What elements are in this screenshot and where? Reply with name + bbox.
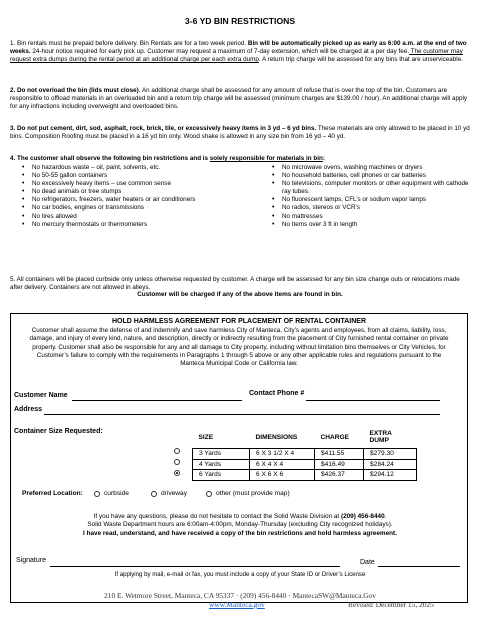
location-option-driveway: driveway — [161, 490, 188, 497]
website-link[interactable]: www.Manteca.gov — [209, 600, 265, 609]
location-option-curbside: curbside — [104, 490, 129, 497]
table-header: EXTRA DUMP — [369, 430, 392, 444]
list-item: • No radios, stereos or VCR’s — [270, 204, 470, 212]
contact-phone-label: Contact Phone # — [249, 390, 305, 397]
size-radio-6yd[interactable] — [174, 470, 180, 476]
list-item: • No 50-55 gallon containers — [20, 172, 230, 180]
address-field[interactable] — [44, 414, 440, 415]
agreement-title: HOLD HARMLESS AGREEMENT FOR PLACEMENT OF RENTAL CONTAINER — [111, 318, 367, 325]
list-item: • No hazardous waste – oil, paint, solvents, etc. — [20, 164, 230, 172]
table-header: CHARGE — [320, 433, 350, 441]
list-item: • No Items over 3 ft in length — [270, 221, 470, 229]
list-item: • No mattresses — [270, 213, 470, 221]
size-radio-3yd[interactable] — [174, 448, 180, 454]
signature-field[interactable] — [50, 566, 340, 567]
table-row: 4 Yards 6 X 4 X 4 $416.49 $284.24 — [193, 459, 417, 470]
location-radio-curbside[interactable] — [94, 491, 100, 497]
rule-5: 5. All containers will be placed curbside only unless otherwise requested by customer. A charge will be assessed for any bin size change outs or relocations made after delivery. Containers are not allowed in alleys. — [10, 276, 460, 292]
fee-warning: Customer will be charged if any of the above items are found in bin. — [137, 291, 343, 298]
container-size-table — [192, 430, 417, 481]
date-field[interactable] — [378, 566, 460, 567]
list-item: • No car bodies, engines or transmissions — [20, 204, 230, 212]
table-header: DIMENSIONS — [255, 433, 298, 441]
list-item: • No mercury thermostats or thermometers — [20, 221, 230, 229]
rule-3: 3. Do not put cement, dirt, sod, asphalt, rock, brick, tile, or excessively heavy items in 3 yd – 6 yd bins. These materials are only allowed to be placed in 10 yd bins. Composition Roofing must be placed in a 16 yd bin only. Wood shake is allowed in any size bin from 16 yd – 40 yd. — [10, 125, 470, 141]
footer-address: 210 E. Wetmore Street, Manteca, CA 95337 · (209) 456-8440 · MantecaSW@Manteca.Gov — [104, 591, 376, 600]
page-title: 3-6 YD BIN RESTRICTIONS — [184, 16, 296, 26]
revision-date: Revised: December 15, 2025 — [348, 600, 434, 609]
container-size-label: Container Size Requested: — [14, 428, 103, 435]
agreement-text: Customer shall assume the defense of and indemnify and save harmless City of Manteca, City’s agents and employees, from all claims, liability, loss, damage, and injury of every kind, nature, and description, directly or indirectly resulting from the placement of City furnished rental container on private property. Customer shall also be responsible for any and all damage to City property, including without limitation bins themselves or City Vehicles, for Customer’s failure to comply with the requirements in Paragraphs 1 through 5 above or any other applicable rules and regulations pursuant to the Manteca Municipal Code or California law. — [29, 327, 449, 368]
restrictions-left-list — [20, 164, 230, 229]
list-item: • No household batteries, cell phones or car batteries — [270, 172, 470, 180]
rule-2: 2. Do not overload the bin (lids must close). An additional charge shall be assessed for any amount of refuse that is over the top of the bin. Customers are responsible to offload materials in an overloaded bin and a return trip charge will be assessed (minimum charges are $139.00 / hour). An additional charge will apply for any infractions including overweight and overloaded bins. — [10, 87, 468, 111]
list-item: • No dead animals or tree stumps — [20, 188, 230, 196]
customer-name-field[interactable] — [72, 400, 242, 401]
location-radio-other[interactable] — [206, 491, 212, 497]
list-item: • No televisions, computer monitors or other equipment with cathode ray tubes. — [270, 180, 470, 196]
contact-phone-field[interactable] — [306, 400, 440, 401]
rule-1: 1. Bin rentals must be prepaid before delivery. Bin Rentals are for a two week period. Bin will be automatically picked up as early as 6:00 a.m. at the end of two weeks. 24-hour notice required for early pick up. Customer may request a maximum of 7-day extension, which will be charged at a per day fee. The customer may request extra dumps during the rental period at an additional charge per each extra dump. A return trip charge will be assessed for any bins that are unserviceable. — [10, 40, 467, 64]
list-item: • No microwave ovens, washing machines or dryers — [270, 164, 470, 172]
rule-4: 4. The customer shall observe the following bin restrictions and is solely responsible for materials in bin: — [10, 155, 325, 162]
address-label: Address — [14, 406, 43, 413]
restrictions-right-list — [270, 164, 470, 229]
preferred-location-label: Preferred Location: — [22, 490, 83, 497]
contact-info: If you have any questions, please do not hesitate to contact the Solid Waste Division at (209) 456-8440. Solid Waste Department hours are 6:00am-4:00pm, Monday-Thursday (excluding City recognized holidays). I have read, understand, and have received a copy of the bin restrictions and hold harmless agreement. — [83, 513, 397, 537]
list-item: • No refrigerators, freezers, water heaters or air conditioners — [20, 196, 230, 204]
table-header: SIZE — [198, 433, 214, 441]
table-row: 3 Yards 6 X 3 1/2 X 4 $411.55 $279.30 — [193, 449, 417, 460]
location-radio-driveway[interactable] — [151, 491, 157, 497]
size-radio-4yd[interactable] — [174, 459, 180, 465]
location-option-other: other (must provide map) — [216, 490, 290, 497]
date-label: Date — [360, 559, 375, 566]
id-requirement-note: If applying by mail, e-mail or fax, you must include a copy of your State ID or Driver’s License — [114, 571, 366, 578]
table-row: 6 Yards 6 X 6 X 6 $426.37 $294.12 — [193, 470, 417, 481]
list-item: • No fluorescent lamps, CFL’s or sodium vapor lamps — [270, 196, 470, 204]
list-item: • No tires allowed — [20, 213, 230, 221]
list-item: • No excessively heavy items – use common sense — [20, 180, 230, 188]
signature-label: Signature — [16, 557, 46, 564]
customer-name-label: Customer Name — [14, 392, 68, 399]
